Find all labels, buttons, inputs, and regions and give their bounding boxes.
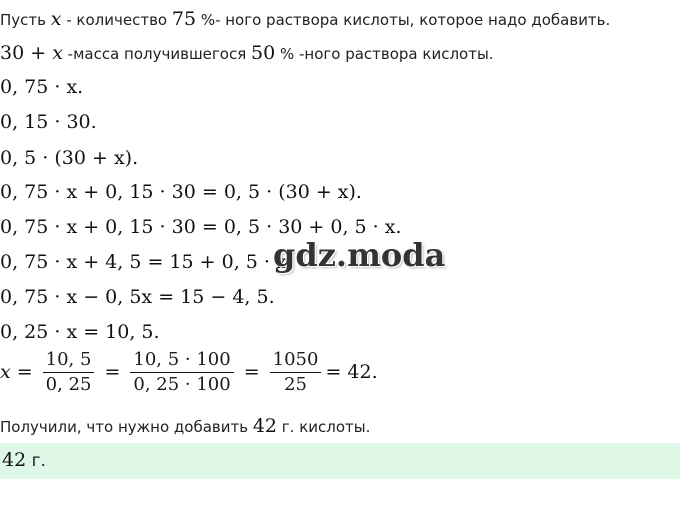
- mass-percent-number: 50: [251, 42, 276, 64]
- fraction-2-denominator: 0, 25 · 100: [133, 373, 231, 395]
- fraction-bar: [130, 372, 233, 373]
- conclusion-text-a: Получили, что нужно добавить: [0, 418, 253, 436]
- intro-text-c: %- ного раствора кислоты, которое надо добавить.: [196, 11, 611, 29]
- fraction-bar: [43, 372, 95, 373]
- mass-line: [0, 42, 494, 64]
- fraction-3-numerator: 1050: [272, 348, 319, 370]
- fraction-2: [130, 350, 233, 395]
- intro-text-b: - количество: [61, 11, 172, 29]
- equation-line-6: [0, 251, 293, 273]
- equation-text: 0, 75 · x + 0, 15 · 30 = 0, 5 · 30 + 0, 5 · x.: [0, 216, 402, 238]
- equation-text: 0, 75 · x + 4, 5 = 15 + 0, 5 · x.: [0, 251, 293, 273]
- answer-unit: г.: [26, 451, 46, 471]
- fraction-1-numerator: 10, 5: [45, 348, 92, 370]
- equation-text: 0, 25 · x = 10, 5.: [0, 321, 160, 343]
- equals-sign: =: [16, 361, 33, 383]
- equals-sign: =: [243, 361, 260, 383]
- fraction-3: [270, 350, 322, 395]
- fraction-1: [43, 350, 95, 395]
- equation-line-8: [0, 321, 160, 343]
- intro-text-a: Пусть: [0, 11, 51, 29]
- fraction-1-denominator: 0, 25: [45, 373, 92, 395]
- conclusion-number: 42: [252, 415, 278, 437]
- final-calculation: [0, 347, 378, 397]
- mass-text-rest: % -ного раствора кислоты.: [275, 45, 494, 63]
- equation-line-7: [0, 286, 275, 308]
- equation-text: 0, 5 · (30 + x).: [0, 147, 139, 169]
- fraction-bar: [270, 372, 322, 373]
- answer-box: [0, 443, 680, 479]
- equation-line-3: [0, 147, 138, 169]
- fraction-3-denominator: 25: [284, 373, 307, 395]
- equation-text: 0, 75 · x + 0, 15 · 30 = 0, 5 · (30 + x).: [0, 181, 362, 203]
- equation-text: 0, 75 · x − 0, 5x = 15 − 4, 5.: [0, 286, 275, 308]
- watermark-logo: gdz.moda: [273, 236, 446, 274]
- intro-variable: x: [50, 8, 62, 30]
- equation-text: 0, 75 · x.: [0, 76, 84, 98]
- equation-line-1: [0, 76, 83, 98]
- conclusion-line: [0, 415, 370, 437]
- equation-line-2: [0, 111, 97, 133]
- mass-variable: x: [52, 42, 63, 64]
- conclusion-text-b: г. кислоты.: [277, 418, 371, 436]
- intro-line: [0, 8, 610, 30]
- fraction-2-numerator: 10, 5 · 100: [133, 348, 231, 370]
- mass-text: -масса получившегося: [62, 45, 251, 63]
- final-lhs-variable: x: [0, 361, 11, 383]
- equation-line-5: [0, 216, 402, 238]
- mass-expression: 30 +: [0, 42, 53, 64]
- answer-value: [2, 449, 46, 471]
- equation-text: 0, 15 · 30.: [0, 111, 97, 133]
- final-result: = 42.: [325, 361, 378, 383]
- answer-number: 42: [2, 449, 27, 471]
- intro-percent-number: 75: [171, 8, 197, 30]
- equals-sign: =: [104, 361, 121, 383]
- equation-line-4: [0, 181, 362, 203]
